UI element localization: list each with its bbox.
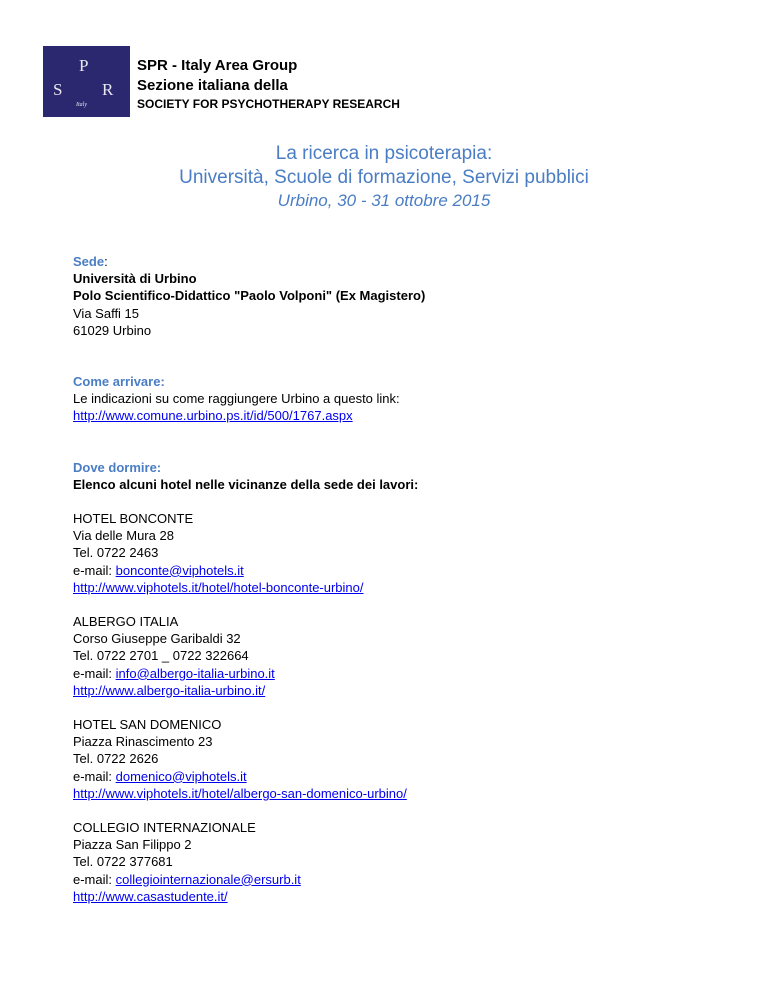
hotel-entry	[73, 613, 733, 699]
title-line-2: Università, Scuole di formazione, Servizi pubblici	[179, 167, 589, 188]
hotel-website-link[interactable]: http://www.albergo-italia-urbino.it/	[73, 682, 266, 698]
hotel-email-prefix: e-mail:	[73, 768, 116, 784]
logo-letter-p: P	[79, 56, 89, 75]
hotel-website-link[interactable]: http://www.viphotels.it/hotel/albergo-san-domenico-urbino/	[73, 785, 407, 801]
hotel-tel: Tel. 0722 2626	[73, 751, 159, 767]
hotel-website-link[interactable]: http://www.viphotels.it/hotel/hotel-bonconte-urbino/	[73, 579, 364, 595]
sede-name: Università di Urbino	[73, 271, 197, 287]
sede-label: Sede	[73, 254, 105, 269]
logo-letter-s: S	[53, 80, 63, 99]
sede-colon: :	[104, 254, 108, 269]
hotel-tel: Tel. 0722 2701 _ 0722 322664	[73, 648, 249, 664]
title-line-1: La ricerca in psicoterapia:	[275, 143, 493, 164]
sede-heading	[73, 253, 733, 270]
hotel-tel: Tel. 0722 377681	[73, 854, 173, 870]
hotel-email-link[interactable]: info@albergo-italia-urbino.it	[115, 665, 275, 681]
hotel-entry	[73, 716, 733, 802]
hotel-name: COLLEGIO INTERNAZIONALE	[73, 820, 256, 836]
sede-city: 61029 Urbino	[73, 322, 152, 338]
hotel-name: HOTEL BONCONTE	[73, 511, 194, 527]
document-body	[73, 253, 733, 905]
sede-street: Via Saffi 15	[73, 305, 140, 321]
header-line-2: Sezione italiana della	[137, 77, 288, 94]
arrivare-link[interactable]: http://www.comune.urbino.ps.it/id/500/1767.aspx	[73, 408, 353, 424]
dormire-label: Dove dormire:	[73, 459, 162, 475]
hotel-name: ALBERGO ITALIA	[73, 614, 179, 630]
hotel-email-link[interactable]: bonconte@viphotels.it	[115, 562, 244, 578]
header-line-3: SOCIETY FOR PSYCHOTHERAPY RESEARCH	[137, 97, 400, 111]
arrivare-text: Le indicazioni su come raggiungere Urbino a questo link:	[73, 391, 400, 407]
spr-logo	[43, 46, 130, 117]
hotel-tel: Tel. 0722 2463	[73, 545, 159, 561]
logo-subtitle: Italy	[76, 102, 87, 108]
hotel-email-link[interactable]: collegiointernazionale@ersurb.it	[115, 871, 301, 887]
logo-letter-r: R	[102, 80, 114, 99]
hotel-email-prefix: e-mail:	[73, 562, 116, 578]
hotel-address: Via delle Mura 28	[73, 528, 174, 544]
title-date: Urbino, 30 - 31 ottobre 2015	[277, 191, 491, 210]
hotel-website-link[interactable]: http://www.casastudente.it/	[73, 888, 228, 904]
hotel-entry	[73, 819, 733, 905]
sede-polo: Polo Scientifico-Didattico "Paolo Volponi" (Ex Magistero)	[73, 288, 426, 304]
hotel-address: Piazza Rinascimento 23	[73, 734, 213, 750]
header-line-1: SPR - Italy Area Group	[137, 57, 298, 74]
hotel-email-link[interactable]: domenico@viphotels.it	[115, 768, 247, 784]
hotel-entry	[73, 510, 733, 596]
hotel-address: Corso Giuseppe Garibaldi 32	[73, 631, 241, 647]
hotel-email-prefix: e-mail:	[73, 871, 116, 887]
arrivare-label: Come arrivare:	[73, 374, 165, 390]
hotel-address: Piazza San Filippo 2	[73, 837, 192, 853]
hotel-email-prefix: e-mail:	[73, 665, 116, 681]
dormire-intro: Elenco alcuni hotel nelle vicinanze della sede dei lavori:	[73, 476, 419, 492]
hotel-name: HOTEL SAN DOMENICO	[73, 717, 222, 733]
